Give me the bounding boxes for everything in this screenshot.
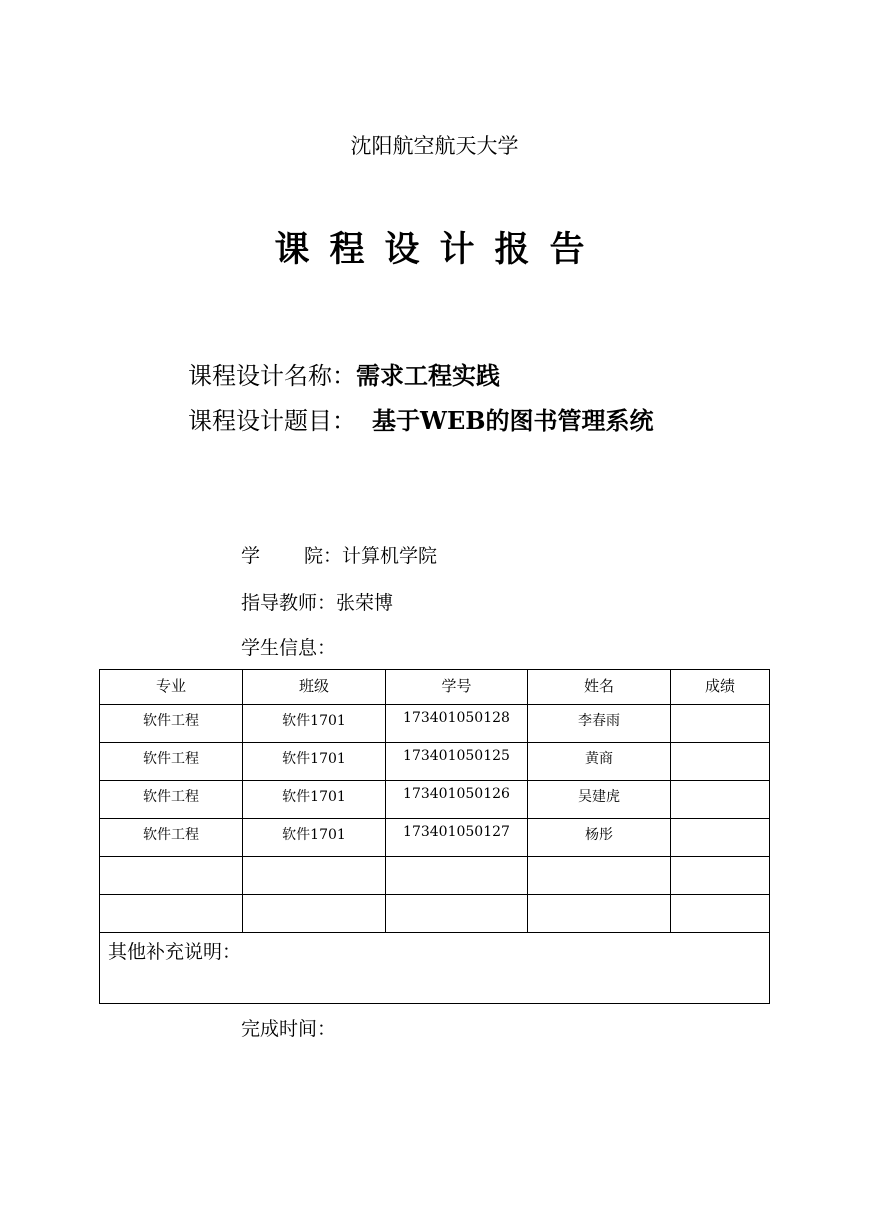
cell-student-id [386,857,528,895]
cell-class: 软件1701 [243,743,386,781]
cell-student-id: 173401050127 [386,819,528,857]
cell-major: 软件工程 [100,819,243,857]
finish-time-label: 完成时间： [241,1018,337,1040]
cell-name: 黄商 [528,743,671,781]
cell-grade [671,857,770,895]
course-name-value: 需求工程实践 [356,361,500,390]
header-name: 姓名 [528,670,671,705]
cell-major [100,895,243,933]
cell-name: 杨彤 [528,819,671,857]
university-name: 沈阳航空航天大学 [350,134,519,158]
cell-major [100,857,243,895]
cell-grade [671,705,770,743]
college-line [241,541,437,568]
header-student-id: 学号 [386,670,528,705]
table-row [100,819,770,857]
cell-grade [671,743,770,781]
cell-student-id: 173401050126 [386,781,528,819]
college-value: 计算机学院 [342,545,438,567]
cell-name [528,857,671,895]
course-topic-line [188,401,654,436]
course-topic-label: 课程设计题目： [188,407,356,435]
course-topic-value: 基于WEB的图书管理系统 [372,406,654,435]
college-label-part2: 院： [304,545,343,567]
table-row-empty [100,895,770,933]
report-title: 课程设计报告 [274,229,605,270]
cell-class [243,857,386,895]
header-major: 专业 [100,670,243,705]
cell-student-id: 173401050125 [386,743,528,781]
teacher-value: 张荣博 [336,592,394,614]
teacher-label: 指导教师： [241,592,337,614]
cell-major: 软件工程 [100,705,243,743]
header-grade: 成绩 [671,670,770,705]
teacher-line [241,588,393,615]
notes-label: 其他补充说明： [100,933,770,1004]
cell-grade [671,781,770,819]
cell-class [243,895,386,933]
cell-grade [671,819,770,857]
cell-name [528,895,671,933]
student-table [99,669,770,1004]
course-name-label: 课程设计名称： [188,362,356,390]
cell-class: 软件1701 [243,819,386,857]
table-row [100,743,770,781]
table-row [100,705,770,743]
cell-student-id: 173401050128 [386,705,528,743]
cell-name: 李春雨 [528,705,671,743]
table-header-row [100,670,770,705]
table-row-empty [100,857,770,895]
cell-class: 软件1701 [243,705,386,743]
course-name-line [188,356,500,391]
college-label-part1: 学 [241,545,261,567]
cell-major: 软件工程 [100,781,243,819]
header-class: 班级 [243,670,386,705]
notes-row [100,933,770,1004]
cell-grade [671,895,770,933]
cell-name: 吴建虎 [528,781,671,819]
student-info-label: 学生信息： [241,637,337,659]
cell-student-id [386,895,528,933]
table-row [100,781,770,819]
cell-major: 软件工程 [100,743,243,781]
cell-class: 软件1701 [243,781,386,819]
